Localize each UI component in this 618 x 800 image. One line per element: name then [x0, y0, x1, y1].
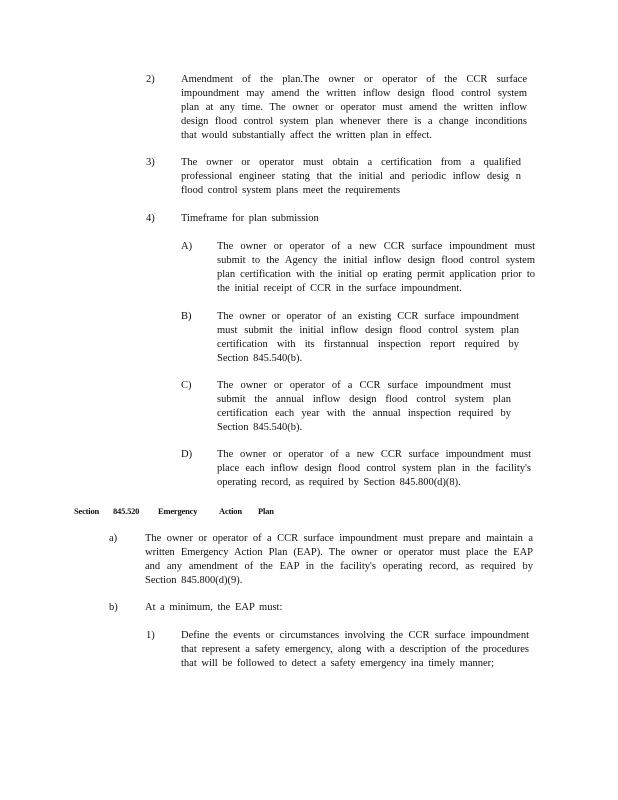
subitem-b-text: The owner or operator of an existing CCR surface impoundment must submit the initial inflow design flood control system plan certification with its firstannual inspection report required by Section 845.540(b).: [217, 311, 519, 364]
subitem-b-number: B): [181, 311, 192, 322]
item-3-number: 3): [146, 157, 155, 168]
subitem-c-text: The owner or operator of a CCR surface impoundment must submit the annual inflow design flood control system plan certification each year with the annual inspection required by Section 845.540(b).: [217, 380, 511, 433]
subitem-c-number: C): [181, 380, 192, 391]
subitem-a-number: A): [181, 241, 193, 252]
subitem-a-text: The owner or operator of a new CCR surface impoundment must submit to the Agency the initial inflow design flood control system plan certification with the initial op erating permit application prior to the initial receipt of CCR in the surface impoundment.: [217, 241, 535, 294]
section-number: 845.520: [113, 506, 140, 516]
section-title-word-2: Action: [219, 506, 242, 516]
subitem-d-text: The owner or operator of a new CCR surface impoundment must place each inflow design flood control system plan in the facility's operating record, as required by Section 845.800(d)(8).: [217, 449, 531, 488]
item-2-text: Amendment of the plan.The owner or operator of the CCR surface impoundment may amend the written inflow design flood control system plan at any time. The owner or operator must amend the written inflow design flood control system plan whenever there is a change inconditions that would substantially affect the written plan in effect.: [181, 74, 527, 141]
paragraph-b1-text: Define the events or circumstances involving the CCR surface impoundment that represent a safety emergency, along with a description of the procedures that will be followed to detect a safety emergency ina timely manner;: [181, 630, 529, 669]
paragraph-b-number: b): [109, 602, 118, 613]
section-title-word-1: Emergency: [158, 506, 198, 516]
section-word: Section: [74, 506, 100, 516]
paragraph-b1-number: 1): [146, 630, 155, 641]
item-4-text: Timeframe for plan submission: [181, 213, 319, 224]
subitem-d-number: D): [181, 449, 193, 460]
item-2-number: 2): [146, 74, 155, 85]
paragraph-b-text: At a minimum, the EAP must:: [145, 602, 283, 613]
paragraph-a-number: a): [109, 533, 118, 544]
item-4-number: 4): [146, 213, 155, 224]
item-3-text: The owner or operator must obtain a certification from a qualified professional engineer stating that the initial and periodic inflow desig n flood control system plans meet the requirements: [181, 157, 521, 196]
paragraph-a-text: The owner or operator of a CCR surface impoundment must prepare and maintain a written Emergency Action Plan (EAP). The owner or operator must place the EAP and any amendment of the EAP in the facility's operating record, as required by Section 845.800(d)(9).: [145, 533, 533, 586]
section-title-word-3: Plan: [258, 506, 274, 516]
